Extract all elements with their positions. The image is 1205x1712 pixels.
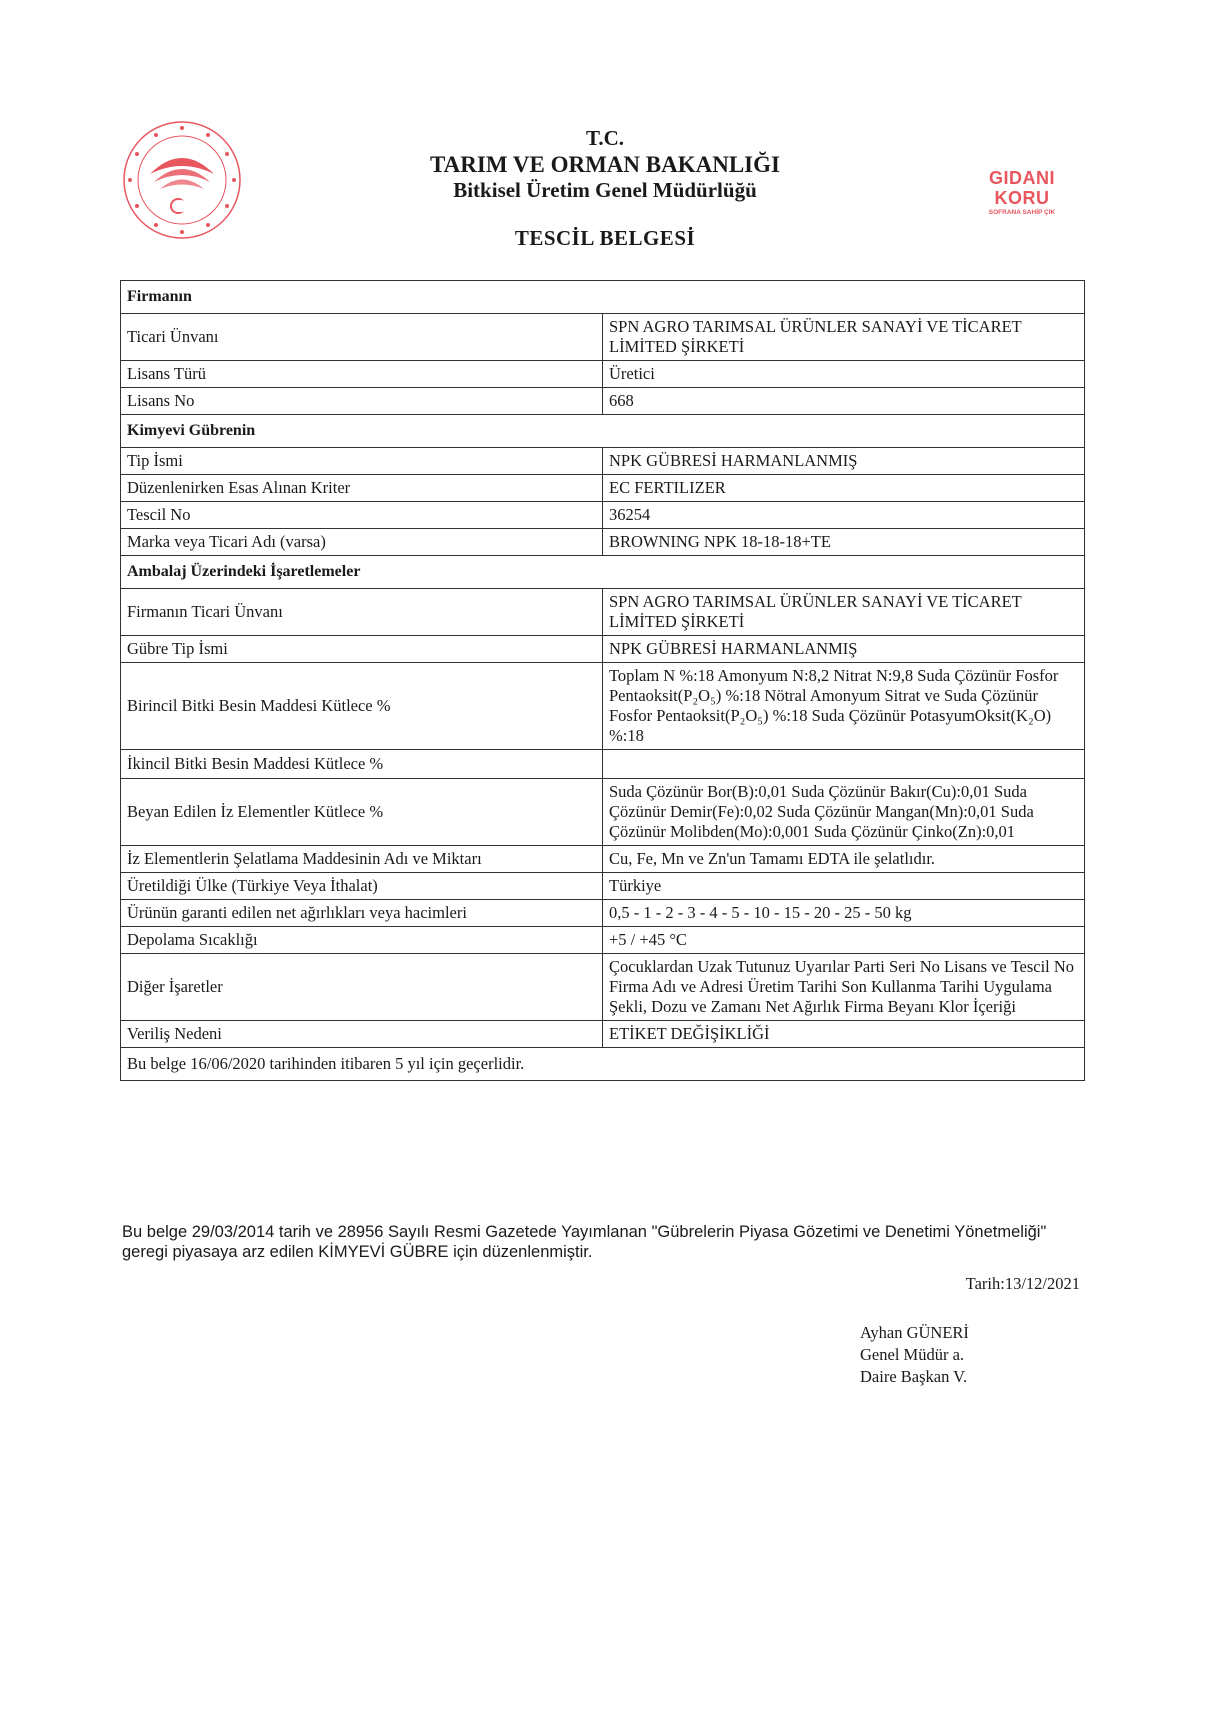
header-tc: T.C. xyxy=(585,126,625,150)
field-label: Tip İsmi xyxy=(121,448,603,475)
field-value: NPK GÜBRESİ HARMANLANMIŞ xyxy=(603,448,1085,475)
ministry-seal-icon xyxy=(120,118,244,242)
field-label: Beyan Edilen İz Elementler Kütlece % xyxy=(121,779,603,846)
header-ministry: TARIM VE ORMAN BAKANLIĞI xyxy=(430,152,780,177)
table-row xyxy=(121,927,1085,954)
registration-table xyxy=(120,280,1085,1081)
table-row xyxy=(121,475,1085,502)
field-value: EC FERTILIZER xyxy=(603,475,1085,502)
section-row xyxy=(121,556,1085,589)
field-label: Gübre Tip İsmi xyxy=(121,636,603,663)
field-label: Üretildiği Ülke (Türkiye Veya İthalat) xyxy=(121,873,603,900)
registration-table-body xyxy=(121,281,1085,1081)
table-row xyxy=(121,589,1085,636)
table-row xyxy=(121,873,1085,900)
signatory-name: Ayhan GÜNERİ xyxy=(860,1323,969,1342)
field-label: Birincil Bitki Besin Maddesi Kütlece % xyxy=(121,663,603,750)
field-label: Lisans No xyxy=(121,388,603,415)
field-value: NPK GÜBRESİ HARMANLANMIŞ xyxy=(603,636,1085,663)
field-value: Cu, Fe, Mn ve Zn'un Tamamı EDTA ile şelatlıdır. xyxy=(603,846,1085,873)
field-value: Suda Çözünür Bor(B):0,01 Suda Çözünür Bakır(Cu):0,01 Suda Çözünür Demir(Fe):0,02 Suda Çözünür Mangan(Mn):0,01 Suda Çözünür Molibden(Mo):0,001 Suda Çözünür Çinko(Zn):0,01 xyxy=(603,779,1085,846)
table-row xyxy=(121,750,1085,779)
field-label: Diğer İşaretler xyxy=(121,954,603,1021)
table-row xyxy=(121,846,1085,873)
field-value: BROWNING NPK 18-18-18+TE xyxy=(603,529,1085,556)
validity-text: Bu belge 16/06/2020 tarihinden itibaren 5 yıl için geçerlidir. xyxy=(121,1048,1085,1081)
validity-row xyxy=(121,1048,1085,1081)
table-row xyxy=(121,314,1085,361)
table-row xyxy=(121,502,1085,529)
field-value: Toplam N %:18 Amonyum N:8,2 Nitrat N:9,8 Suda Çözünür Fosfor Pentaoksit(P₂O₅) %:18 Nötral Amonyum Sitrat ve Suda Çözünür Fosfor Pentaoksit(P₂O₅) %:18 Suda Çözünür PotasyumOksit(K₂O) %:18 xyxy=(603,663,1085,750)
field-label: Düzenlenirken Esas Alınan Kriter xyxy=(121,475,603,502)
field-label: Firmanın Ticari Ünvanı xyxy=(121,589,603,636)
table-row xyxy=(121,529,1085,556)
field-value: +5 / +45 °C xyxy=(603,927,1085,954)
brand-tagline: SOFRANA SAHİP ÇIK xyxy=(988,209,1056,216)
table-row xyxy=(121,636,1085,663)
section-header: Ambalaj Üzerindeki İşaretlemeler xyxy=(121,556,1085,589)
regulation-note: Bu belge 29/03/2014 tarih ve 28956 Sayılı Resmi Gazetede Yayımlanan "Gübrelerin Piyasa Gözetimi ve Denetimi Yönetmeliği" geregi piyasaya arz edilen KİMYEVİ GÜBRE için düzenlenmiştir. xyxy=(122,1223,1047,1261)
field-label: İz Elementlerin Şelatlama Maddesinin Adı ve Miktarı xyxy=(121,846,603,873)
field-label: İkincil Bitki Besin Maddesi Kütlece % xyxy=(121,750,603,779)
section-header: Kimyevi Gübrenin xyxy=(121,415,1085,448)
table-row xyxy=(121,954,1085,1021)
table-row xyxy=(121,1021,1085,1048)
field-value: 668 xyxy=(603,388,1085,415)
ministry-logo xyxy=(120,118,244,242)
table-row xyxy=(121,900,1085,927)
field-value xyxy=(603,750,1085,779)
field-value: ETİKET DEĞİŞİKLİĞİ xyxy=(603,1021,1085,1048)
table-row xyxy=(121,388,1085,415)
table-row xyxy=(121,779,1085,846)
field-value: SPN AGRO TARIMSAL ÜRÜNLER SANAYİ VE TİCARET LİMİTED ŞİRKETİ xyxy=(603,314,1085,361)
section-row xyxy=(121,415,1085,448)
gidani-koru-logo xyxy=(962,168,1082,217)
header-directorate: Bitkisel Üretim Genel Müdürlüğü xyxy=(453,178,757,202)
table-row xyxy=(121,448,1085,475)
document-header xyxy=(380,126,830,203)
field-value: Çocuklardan Uzak Tutunuz Uyarılar Parti Seri No Lisans ve Tescil No Firma Adı ve Adresi Üretim Tarihi Son Kullanma Tarihi Uygulama Şekli, Dozu ve Zamanı Net Ağırlık Firma Beyanı Klor İçeriği xyxy=(603,954,1085,1021)
field-value: Üretici xyxy=(603,361,1085,388)
signatory-title-1: Genel Müdür a. xyxy=(860,1345,965,1364)
field-label: Lisans Türü xyxy=(121,361,603,388)
brand-name: GIDANI KORU xyxy=(989,168,1055,208)
document-title: TESCİL BELGESİ xyxy=(514,226,696,250)
table-row xyxy=(121,361,1085,388)
field-label: Marka veya Ticari Adı (varsa) xyxy=(121,529,603,556)
signatory-title-2: Daire Başkan V. xyxy=(860,1367,968,1386)
field-label: Depolama Sıcaklığı xyxy=(121,927,603,954)
section-row xyxy=(121,281,1085,314)
field-value: SPN AGRO TARIMSAL ÜRÜNLER SANAYİ VE TİCARET LİMİTED ŞİRKETİ xyxy=(603,589,1085,636)
section-header: Firmanın xyxy=(121,281,1085,314)
signature-block xyxy=(860,1322,969,1388)
field-value: 36254 xyxy=(603,502,1085,529)
field-label: Ticari Ünvanı xyxy=(121,314,603,361)
field-value: Türkiye xyxy=(603,873,1085,900)
field-label: Veriliş Nedeni xyxy=(121,1021,603,1048)
table-row xyxy=(121,663,1085,750)
field-value: 0,5 - 1 - 2 - 3 - 4 - 5 - 10 - 15 - 20 - 25 - 50 kg xyxy=(603,900,1085,927)
field-label: Ürünün garanti edilen net ağırlıkları veya hacimleri xyxy=(121,900,603,927)
field-label: Tescil No xyxy=(121,502,603,529)
issue-date: Tarih:13/12/2021 xyxy=(965,1274,1080,1293)
